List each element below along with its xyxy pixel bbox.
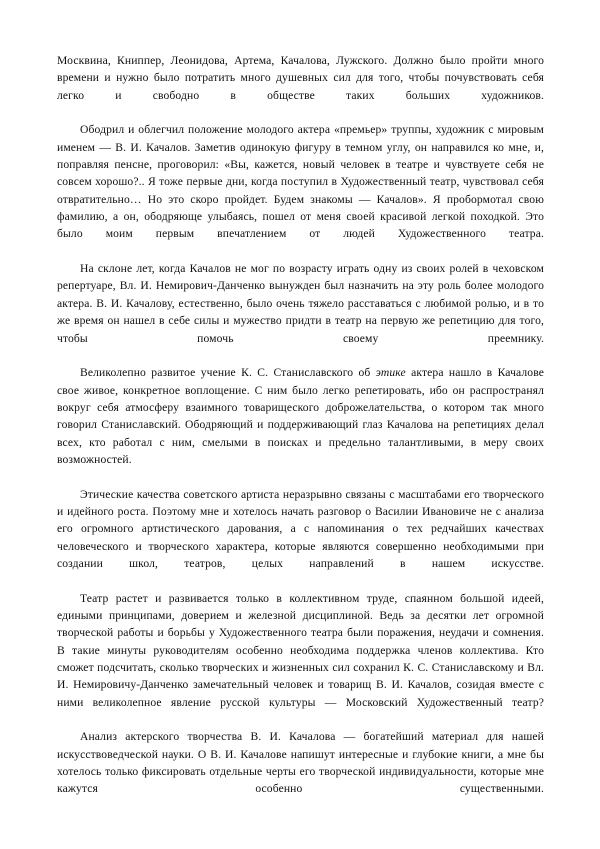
- emphasized-term: этике: [375, 366, 406, 380]
- paragraph: Анализ актерского творчества В. И. Качалова — богатейший материал для нашей искусствоведческой науки. О В. И. Качалове напишут интересные и глубокие книги, а мне бы хотелось только фиксировать отдельные черты его творческой индивидуальности, которые мне кажутся особенно существенными.: [57, 730, 544, 796]
- paragraph-segment: Великолепно развитое учение К. С. Станиславского об: [80, 366, 376, 380]
- paragraph: На склоне лет, когда Качалов не мог по возрасту играть одну из своих ролей в чеховском репертуаре, Вл. И. Немирович-Данченко вынужден был назначить на эту роль более молодого актера. В. И. Качалову, естественно, было очень тяжело расставаться с любимой ролью, и в то же время он нашел в себе силы и мужество придти в театр на первую же репетицию для того, чтобы помочь своему преемнику.: [57, 262, 544, 345]
- paragraph: Театр растет и развивается только в коллективном труде, спаянном большой идеей, едиными принципами, доверием и железной дисциплиной. Ведь за десятки лет огромной творческой работы и борьбы у Художественного театра были поражения, неудачи и сомнения. В такие минуты руководителям особенно необходима поддержка членов коллектива. Кто сможет подсчитать, сколько творческих и жизненных сил сохранил К. С. Станиславскому и Вл. И. Немировичу-Данченко замечательный человек и товарищ В. И. Качалов, созидая вместе с ними великолепное явление русской культуры — Московский Художественный театр?: [57, 591, 544, 709]
- paragraph: [57, 364, 544, 485]
- body-text-column: [57, 52, 544, 815]
- paragraph-segment: актера нашло в Качалове свое живое, конкретное воплощение. С ним было легко репетировать, ибо он распространял вокруг себя атмосферу взаимного товарищеского доброжелательства, о котором так много говорил Станиславский. Ободряющий и поддерживающий глаз Качалова на репетициях делал всех, кто работал с ним, смелыми в поисках и предельно талантливыми, в меру своих возможностей.: [57, 366, 545, 466]
- paragraph: Москвина, Книппер, Леонидова, Артема, Качалова, Лужского. Должно было пройти много времени и нужно было потратить много душевных сил для того, чтобы почувствовать себя легко и свободно в обществе таких больших художников.: [57, 54, 544, 102]
- paragraph: Этические качества советского артиста неразрывно связаны с масштабами его творческого и идейного роста. Поэтому мне и хотелось начать разговор о Василии Ивановиче не с анализа его огромного артистического дарования, а с напоминания о тех редчайших качествах человеческого и творческого характера, которые являются совершенно необходимыми при создании школ, театров, целых направлений в нашем искусстве.: [57, 487, 544, 570]
- paragraph: Ободрил и облегчил положение молодого актера «премьер» труппы, художник с мировым именем — В. И. Качалов. Заметив одинокую фигуру в темном углу, он направился ко мне, и, поправляя пенсне, проговорил: «Вы, кажется, новый человек в театре и чувствуете себя не совсем хорошо?.. Я тоже первые дни, когда поступил в Художественный театр, чувствовал себя отвратительно… Но это скоро пройдет. Будем знакомы — Качалов». Я пробормотал свою фамилию, а он, ободряюще улыбаясь, пошел от меня своей красивой легкой походкой. Это было моим первым впечатлением от людей Художественного театра.: [57, 123, 544, 241]
